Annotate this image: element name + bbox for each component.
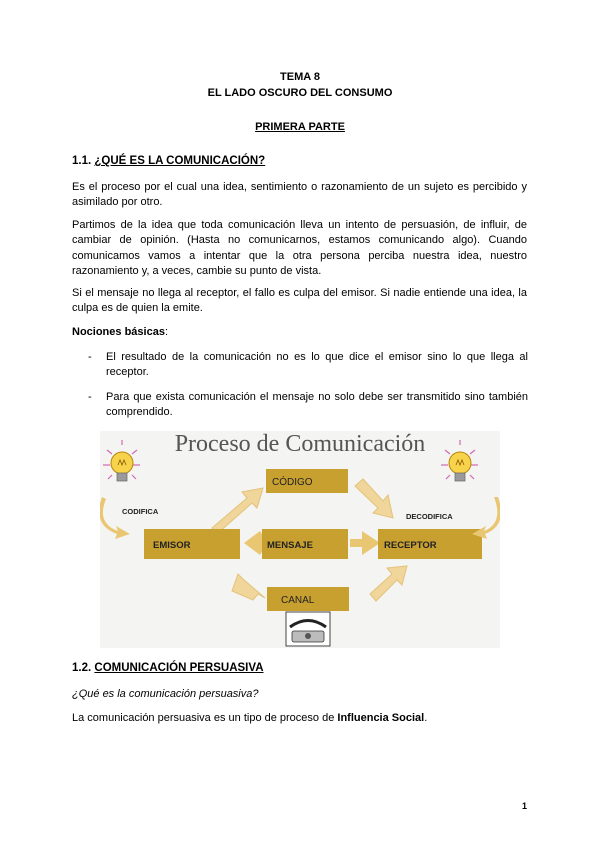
codifica-label: CODIFICA [122,507,159,516]
list-item-text: El resultado de la comunicación no es lo que dice el emisor sino lo que llega al receptor. [106,351,528,379]
paragraph-1: Es el proceso por el cual una idea, sentimiento o razonamiento de un sujeto es percibido y asimilado por otro. [72,181,527,209]
list-item [88,350,528,381]
document-title: EL LADO OSCURO DEL CONSUMO [207,87,393,99]
nociones-label: Nociones básicas [72,326,165,338]
box-receptor-label: RECEPTOR [384,540,437,551]
bullet-dash: - [88,351,92,363]
influencia-social-term: Influencia Social [337,712,425,724]
box-canal-label: CANAL [281,595,315,606]
paragraph-text: La comunicación persuasiva es un tipo de proceso de [72,712,338,724]
section-number: 1.2. [72,662,92,674]
box-codigo [266,469,348,493]
box-mensaje [262,529,348,559]
box-emisor [144,529,240,559]
list-item-text: Para que exista comunicación el mensaje no solo debe ser transmitido sino también comprendido. [106,391,528,419]
box-codigo-label: CÓDIGO [272,477,313,488]
bullet-dash: - [88,391,92,403]
box-mensaje-label: MENSAJE [267,540,313,551]
communication-process-diagram [100,431,500,648]
section-heading-2 [72,662,264,674]
nociones-heading [72,325,527,340]
decodifica-label: DECODIFICA [406,512,453,521]
section-heading-1 [72,155,265,167]
paragraph-influencia [72,711,527,726]
paragraph-3: Si el mensaje no llega al receptor, el fallo es culpa del emisor. Si nadie entiende una idea, la culpa es de quien la emite. [72,287,527,315]
nociones-colon: : [164,326,168,338]
page-number: 1 [522,801,528,811]
section-title: ¿QUÉ ES LA COMUNICACIÓN? [94,155,266,167]
section-title: COMUNICACIÓN PERSUASIVA [94,662,264,674]
box-receptor [378,529,482,559]
telephone-icon [286,612,330,646]
section-number: 1.1. [72,155,92,167]
tema-label: TEMA 8 [280,71,320,83]
diagram-title: Proceso de Comunicación [174,431,426,457]
question-text: ¿Qué es la comunicación persuasiva? [72,688,259,700]
paragraph-2: Partimos de la idea que toda comunicación lleva un intento de persuasión, de influir, de cambiar de opinión. (Hasta no comunicarnos, estamos comunicando algo). Cuando comunicamos vamos a intentar que la otra persona perciba nuestra idea, nuestro razonamiento y, a veces, cambie su punto de vista. [72,219,527,278]
box-emisor-label: EMISOR [153,540,191,551]
box-canal [267,587,349,611]
list-item [88,390,528,421]
paragraph-end: . [424,712,428,724]
part-title: PRIMERA PARTE [255,121,345,133]
